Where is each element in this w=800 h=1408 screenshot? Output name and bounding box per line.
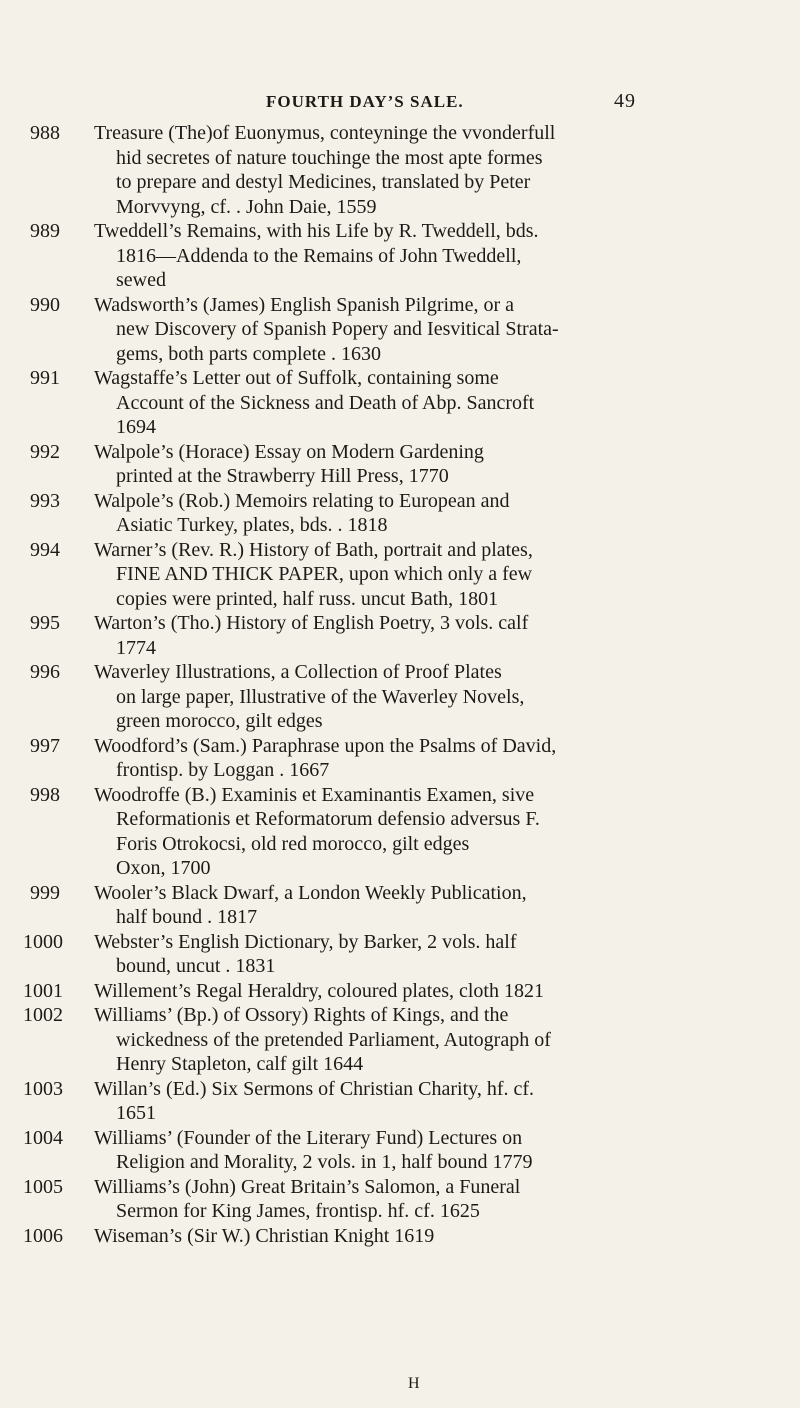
catalogue-entry xyxy=(0,219,800,293)
catalogue-entry xyxy=(0,366,800,440)
signature-mark: H xyxy=(408,1375,420,1392)
entry-text xyxy=(94,1224,695,1249)
entry-line: half bound . 1817 xyxy=(116,906,258,928)
entry-line: gems, both parts complete . 1630 xyxy=(116,342,381,365)
entry-text xyxy=(94,611,695,660)
entry-text xyxy=(94,979,695,1004)
lot-number: 1001 xyxy=(23,979,63,1002)
entry-line: Asiatic Turkey, plates, bds. . 1818 xyxy=(116,514,388,536)
entry-line: Sermon for King James, frontisp. hf. cf. 1625 xyxy=(116,1200,480,1222)
entry-line: 1651 xyxy=(116,1102,156,1124)
entry-line: Walpole’s (Rob.) Memoirs relating to European and xyxy=(94,489,510,512)
entry-line: Foris Otrokocsi, old red morocco, gilt edges xyxy=(116,832,470,855)
catalogue-entry xyxy=(0,734,800,783)
entry-text xyxy=(94,121,695,219)
entry-line: Oxon, 1700 xyxy=(116,857,211,879)
catalogue-entry xyxy=(0,1126,800,1175)
lot-number: 999 xyxy=(30,881,60,904)
entry-text xyxy=(94,489,695,538)
entry-text xyxy=(94,881,695,930)
lot-number: 988 xyxy=(30,122,60,144)
catalogue-entry xyxy=(0,881,800,930)
lot-number: 1005 xyxy=(23,1175,63,1198)
entry-line: Williams’ (Bp.) of Ossory) Rights of Kings, and the xyxy=(94,1004,509,1026)
lot-number: 996 xyxy=(30,661,60,683)
entry-line: Webster’s English Dictionary, by Barker, 2 vols. half xyxy=(94,930,517,953)
entry-line: copies were printed, half russ. uncut Bath, 1801 xyxy=(116,587,499,610)
catalogue-entry xyxy=(0,293,800,367)
lot-number: 998 xyxy=(30,783,60,806)
catalogue-entry xyxy=(0,930,800,979)
entry-line: Williams’s (John) Great Britain’s Salomon, a Funeral xyxy=(94,1175,521,1198)
entry-line: 1774 xyxy=(116,636,156,659)
entry-line: Willement’s Regal Heraldry, coloured plates, cloth 1821 xyxy=(94,979,544,1002)
lot-number: 989 xyxy=(30,220,60,242)
lot-number: 993 xyxy=(30,489,60,512)
entry-list xyxy=(0,121,800,1248)
header-title: FOURTH DAY’S SALE. xyxy=(266,92,464,111)
entry-text xyxy=(94,734,695,783)
entry-line: Willan’s (Ed.) Six Sermons of Christian Charity, hf. cf. xyxy=(94,1077,535,1100)
lot-number: 1003 xyxy=(23,1077,63,1100)
entry-line: Waverley Illustrations, a Collection of Proof Plates xyxy=(94,661,502,683)
lot-number: 995 xyxy=(30,612,60,634)
entry-text xyxy=(94,1175,695,1224)
entry-text xyxy=(94,538,695,612)
entry-line: Account of the Sickness and Death of Abp. Sancroft xyxy=(116,391,535,414)
entry-line: Religion and Morality, 2 vols. in 1, half bound 1779 xyxy=(116,1151,533,1173)
entry-line: on large paper, Illustrative of the Waverley Novels, xyxy=(116,685,525,708)
catalogue-entry xyxy=(0,1077,800,1126)
entry-line: Reformationis et Reformatorum defensio adversus F. xyxy=(116,808,540,830)
lot-number: 1002 xyxy=(23,1004,63,1026)
entry-line: Williams’ (Founder of the Literary Fund) Lectures on xyxy=(94,1126,523,1149)
entry-line: hid secretes of nature touchinge the most apte formes xyxy=(116,146,543,169)
catalogue-entry xyxy=(0,783,800,881)
entry-line: to prepare and destyl Medicines, translated by Peter xyxy=(116,171,531,193)
lot-number: 997 xyxy=(30,734,60,757)
entry-line: Tweddell’s Remains, with his Life by R. Tweddell, bds. xyxy=(94,220,539,242)
catalogue-entry xyxy=(0,121,800,219)
lot-number: 1006 xyxy=(23,1224,63,1247)
entry-line: frontisp. by Loggan . 1667 xyxy=(116,759,330,781)
entry-line: Wiseman’s (Sir W.) Christian Knight 1619 xyxy=(94,1224,435,1247)
lot-number: 1004 xyxy=(23,1126,63,1149)
entry-line: bound, uncut . 1831 xyxy=(116,955,276,977)
entry-line: Wadsworth’s (James) English Spanish Pilgrime, or a xyxy=(94,293,515,316)
entry-line: wickedness of the pretended Parliament, Autograph of xyxy=(116,1028,551,1051)
entry-text xyxy=(94,1077,695,1126)
entry-line: sewed xyxy=(116,269,166,291)
entry-line: Treasure (The)of Euonymus, conteyninge the vvonderfull xyxy=(94,122,556,144)
entry-line: green morocco, gilt edges xyxy=(116,710,323,732)
entry-line: Wooler’s Black Dwarf, a London Weekly Publication, xyxy=(94,881,527,904)
entry-text xyxy=(94,660,695,734)
catalogue-entry xyxy=(0,1224,800,1249)
entry-text xyxy=(94,293,695,367)
entry-text xyxy=(94,366,695,440)
entry-text xyxy=(94,1003,695,1077)
entry-line: printed at the Strawberry Hill Press, 1770 xyxy=(116,465,449,487)
lot-number: 994 xyxy=(30,538,60,561)
entry-line: Woodford’s (Sam.) Paraphrase upon the Psalms of David, xyxy=(94,734,557,757)
entry-line: 1816—Addenda to the Remains of John Tweddell, xyxy=(116,244,522,267)
entry-line: Henry Stapleton, calf gilt 1644 xyxy=(116,1053,364,1075)
lot-number: 1000 xyxy=(23,930,63,953)
entry-line: Wagstaffe’s Letter out of Suffolk, containing some xyxy=(94,367,499,389)
entry-line: Morvvyng, cf. . John Daie, 1559 xyxy=(116,195,377,218)
catalogue-entry xyxy=(0,660,800,734)
entry-line: 1694 xyxy=(116,416,156,438)
entry-line: Warton’s (Tho.) History of English Poetry, 3 vols. calf xyxy=(94,612,529,634)
entry-text xyxy=(94,783,695,881)
catalogue-entry xyxy=(0,1003,800,1077)
entry-text xyxy=(94,219,695,293)
entry-line: FINE AND THICK PAPER, upon which only a few xyxy=(116,563,533,585)
entry-line: Woodroffe (B.) Examinis et Examinantis Examen, sive xyxy=(94,783,535,806)
lot-number: 990 xyxy=(30,293,60,316)
page-number: 49 xyxy=(614,90,636,112)
entry-line: new Discovery of Spanish Popery and Iesvitical Strata- xyxy=(116,318,559,340)
entry-line: Warner’s (Rev. R.) History of Bath, portrait and plates, xyxy=(94,538,533,561)
catalogue-entry xyxy=(0,1175,800,1224)
lot-number: 992 xyxy=(30,440,60,463)
entry-text xyxy=(94,440,695,489)
lot-number: 991 xyxy=(30,367,60,389)
catalogue-entry xyxy=(0,440,800,489)
entry-text xyxy=(94,930,695,979)
catalogue-entry xyxy=(0,979,800,1004)
catalogue-entry xyxy=(0,489,800,538)
catalogue-entry xyxy=(0,611,800,660)
entry-line: Walpole’s (Horace) Essay on Modern Gardening xyxy=(94,440,484,463)
entry-text xyxy=(94,1126,695,1175)
catalogue-entry xyxy=(0,538,800,612)
